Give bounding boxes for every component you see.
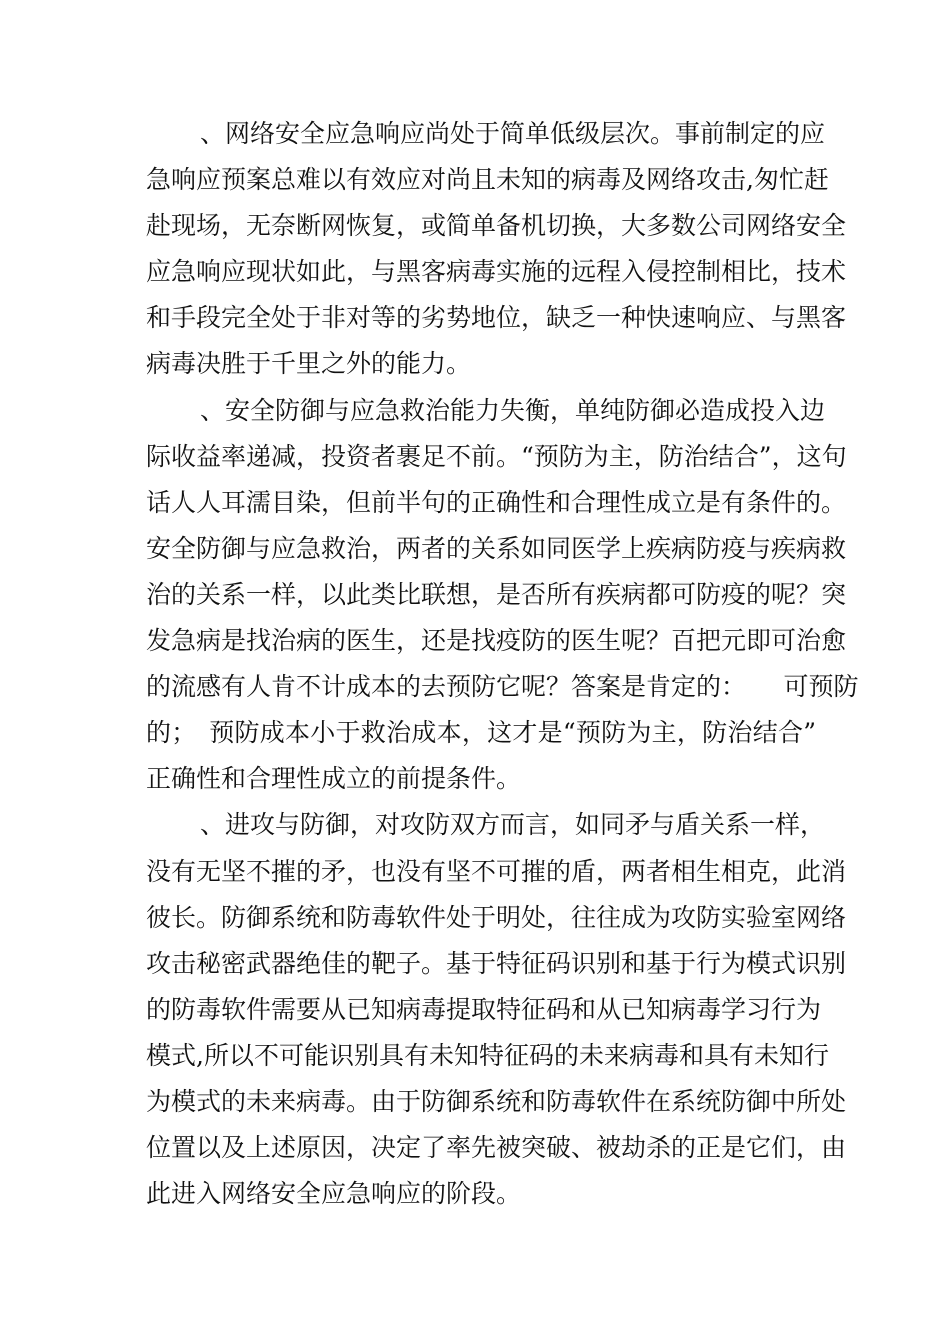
text-line: 赴现场，无奈断网恢复，或简单备机切换，大多数公司网络安全	[146, 211, 847, 241]
text-line: 话人人耳濡目染，但前半句的正确性和合理性成立是有条件的。	[146, 487, 847, 517]
text-line: 、进攻与防御，对攻防双方而言，如同矛与盾关系一样，	[200, 810, 826, 840]
text-line: 应急响应现状如此，与黑客病毒实施的远程入侵控制相比，技术	[146, 257, 847, 287]
text-line: 没有无坚不摧的矛，也没有坚不可摧的盾，两者相生相克，此消	[146, 856, 847, 886]
paragraph-2	[146, 388, 859, 803]
text-line: 际收益率递减，投资者裹足不前。“预防为主，防治结合”，这句	[146, 441, 847, 471]
text-line: 的防毒软件需要从已知病毒提取特征码和从已知病毒学习行为	[146, 994, 822, 1024]
document-body	[146, 111, 859, 1217]
text-line: 的流感有人肯不计成本的去预防它呢？答案是肯定的： 可预防	[146, 672, 859, 702]
text-line: 正确性和合理性成立的前提条件。	[146, 764, 522, 794]
text-line: 、安全防御与应急救治能力失衡，单纯防御必造成投入边	[200, 395, 826, 425]
text-line: 和手段完全处于非对等的劣势地位，缺乏一种快速响应、与黑客	[146, 303, 847, 333]
text-line: 彼长。防御系统和防毒软件处于明处，往往成为攻防实验室网络	[146, 902, 847, 932]
text-line: 的； 预防成本小于救治成本，这才是“预防为主，防治结合”	[146, 718, 816, 748]
text-line: 发急病是找治病的医生，还是找疫防的医生呢？百把元即可治愈	[146, 626, 847, 656]
paragraph-3	[146, 802, 847, 1217]
text-line: 急响应预案总难以有效应对尚且未知的病毒及网络攻击,匆忙赶	[146, 165, 829, 195]
text-line: 病毒决胜于千里之外的能力。	[146, 349, 472, 379]
text-line: 此进入网络安全应急响应的阶段。	[146, 1179, 522, 1209]
text-line: 模式,所以不可能识别具有未知特征码的未来病毒和具有未知行	[146, 1040, 829, 1070]
text-line: 安全防御与应急救治，两者的关系如同医学上疾病防疫与疾病救	[146, 533, 847, 563]
text-line: 、网络安全应急响应尚处于简单低级层次。事前制定的应	[200, 119, 826, 148]
text-line: 位置以及上述原因，决定了率先被突破、被劫杀的正是它们，由	[146, 1133, 847, 1163]
text-line: 攻击秘密武器绝佳的靶子。基于特征码识别和基于行为模式识别	[146, 948, 847, 978]
text-line: 为模式的未来病毒。由于防御系统和防毒软件在系统防御中所处	[146, 1086, 847, 1116]
text-line: 治的关系一样，以此类比联想，是否所有疾病都可防疫的呢？突	[146, 579, 847, 609]
paragraph-1	[146, 111, 847, 388]
